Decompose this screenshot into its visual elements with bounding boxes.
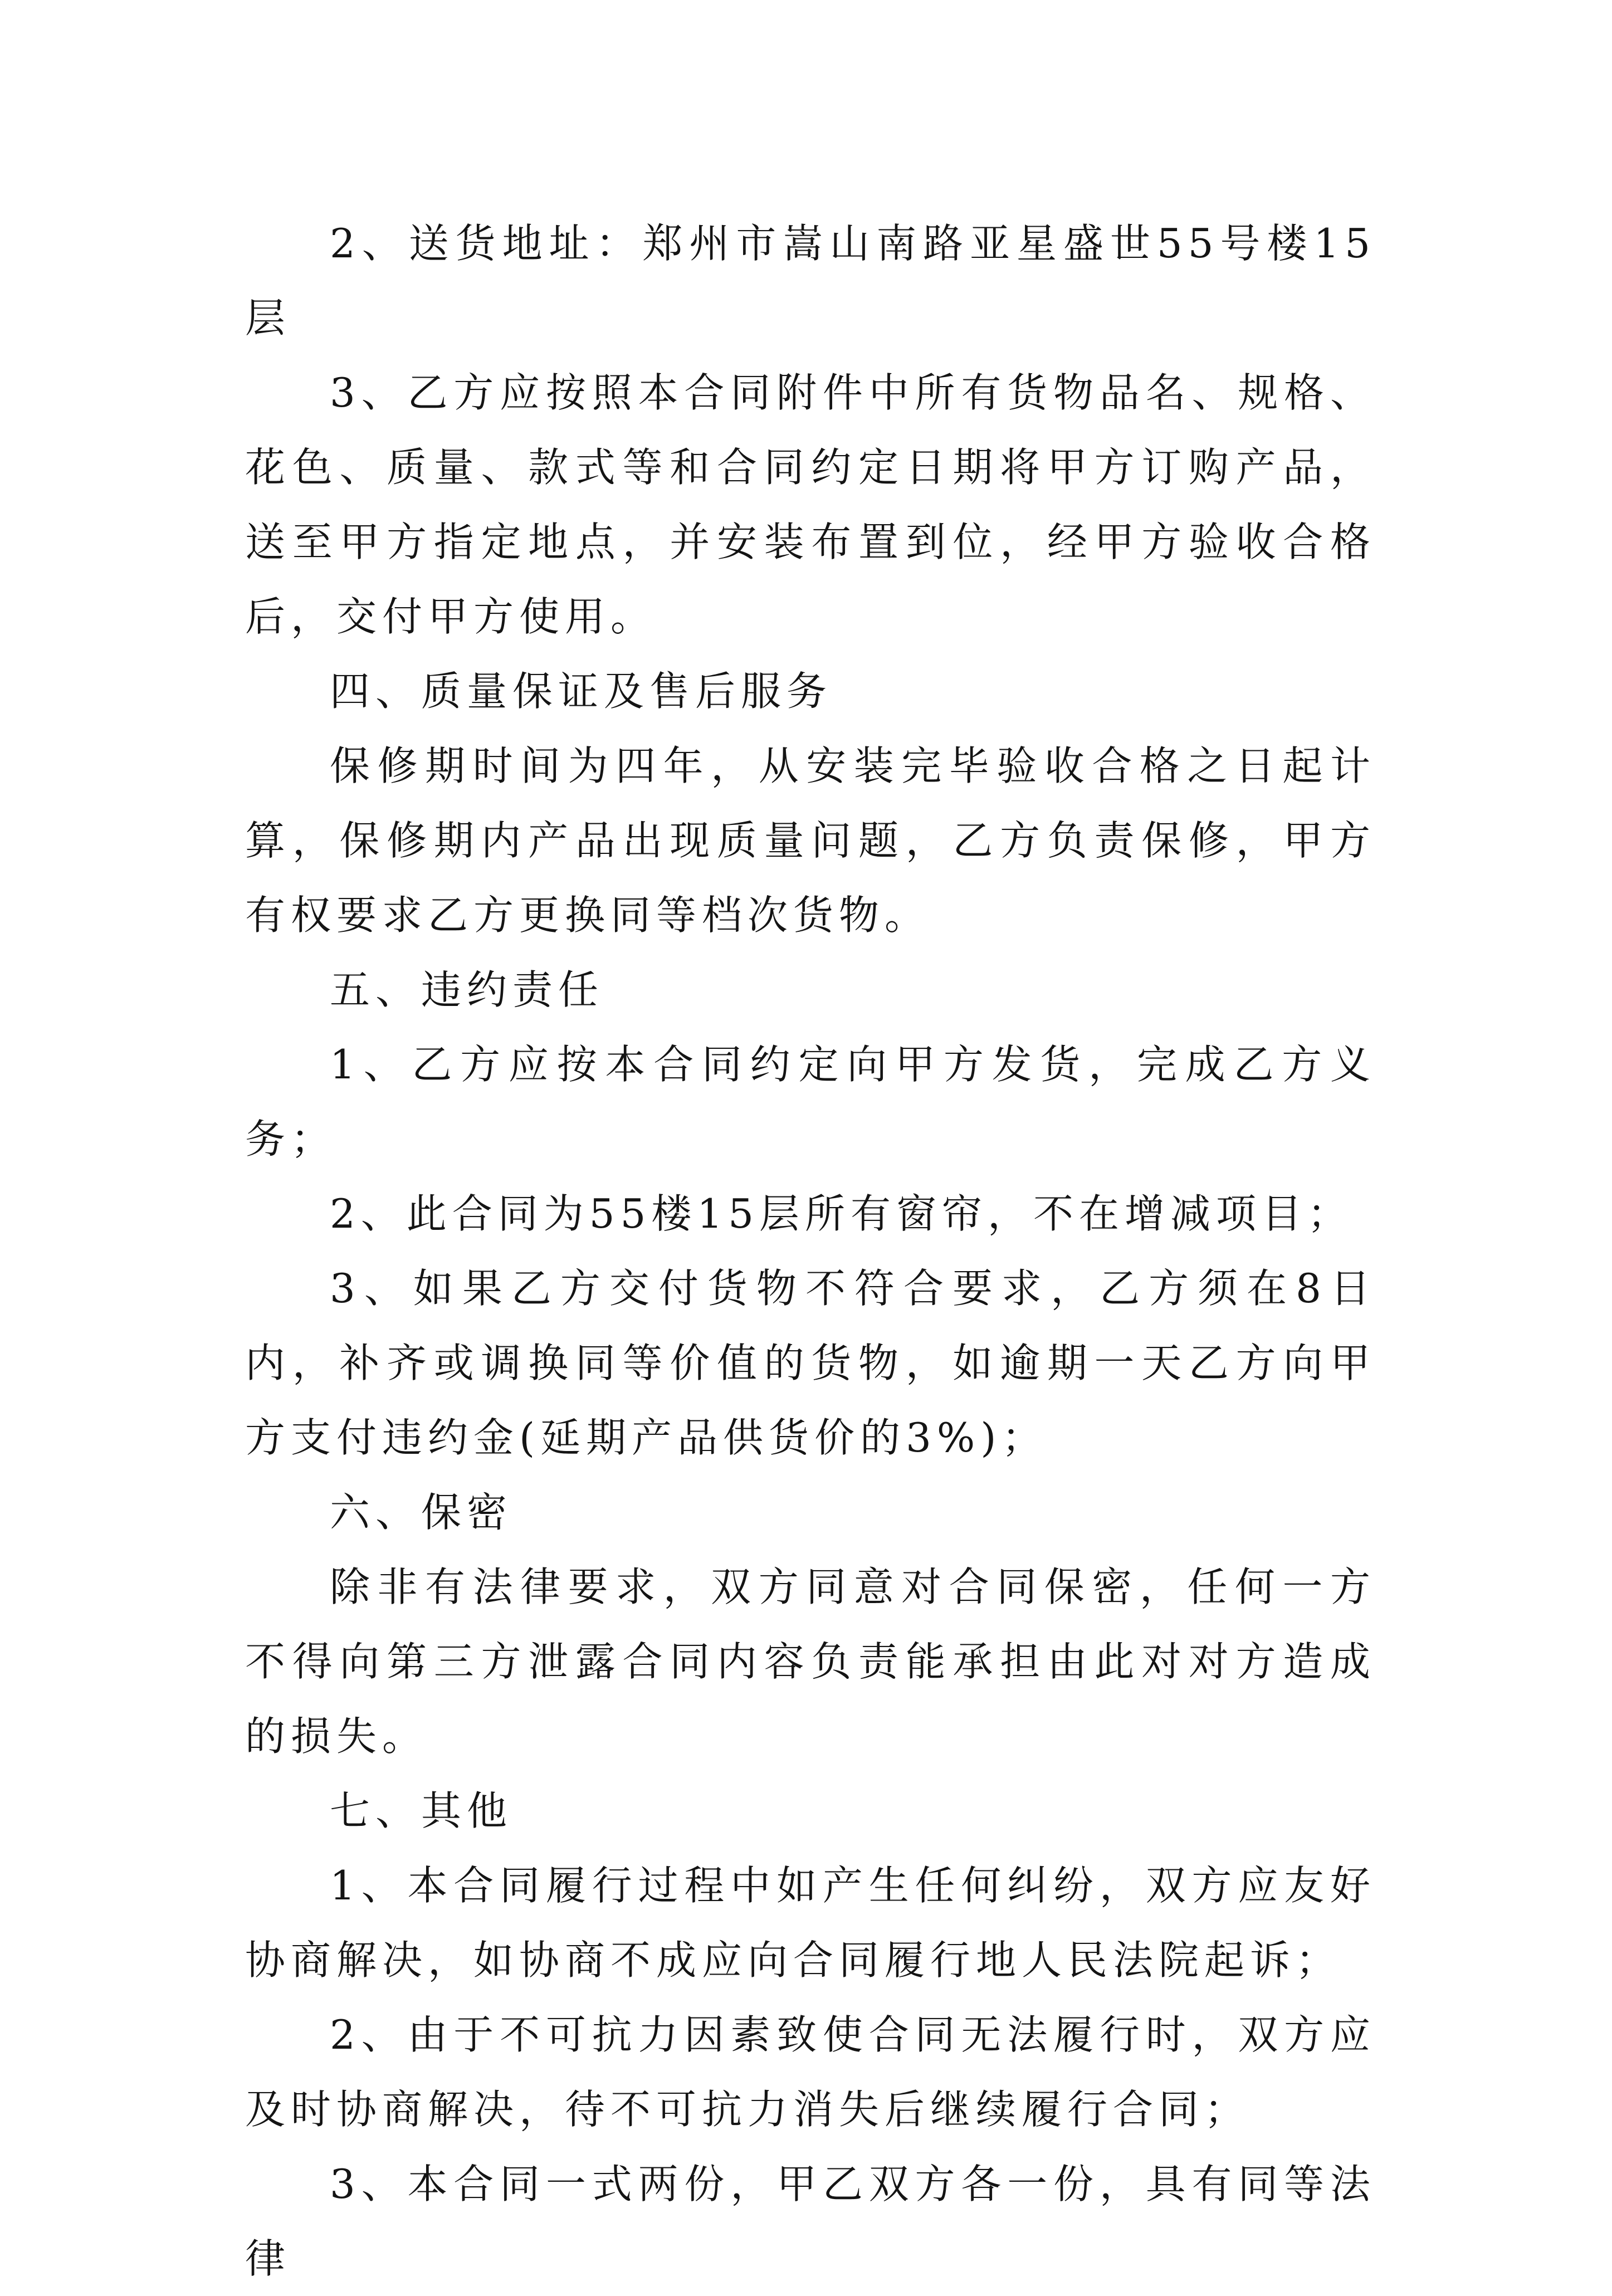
paragraph-liability-2: 2、此合同为55楼15层所有窗帘，不在增减项目； (330, 1190, 1354, 1237)
paragraph-other-1: 1、本合同履行过程中如产生任何纠纷，双方应友好协商解决，如协商不成应向合同履行地人民法院起诉； (245, 1862, 1376, 1984)
paragraph-other-2: 2、由于不可抗力因素致使合同无法履行时，双方应及时协商解决，待不可抗力消失后继续履行合同； (245, 2011, 1376, 2133)
paragraph-other-3: 3、本合同一式两份，甲乙双方各一份，具有同等法律 (245, 2161, 1376, 2282)
paragraph-liability-3: 3、如果乙方交付货物不符合要求，乙方须在8日内，补齐或调换同等价值的货物，如逾期一天乙方向甲方支付违约金(延期产品供货价的3%)； (245, 1265, 1376, 1461)
document-body (245, 206, 1376, 2296)
paragraph-delivery-address: 2、送货地址：郑州市嵩山南路亚星盛世55号楼15层 (245, 220, 1376, 341)
paragraph-confidentiality: 除非有法律要求，双方同意对合同保密，任何一方不得向第三方泄露合同内容负责能承担由此对对方造成的损失。 (245, 1564, 1376, 1760)
paragraph-liability-1: 1、乙方应按本合同约定向甲方发货，完成乙方义务； (245, 1041, 1376, 1162)
paragraph-delivery-terms: 3、乙方应按照本合同附件中所有货物品名、规格、花色、质量、款式等和合同约定日期将甲方订购产品，送至甲方指定地点，并安装布置到位，经甲方验收合格后，交付甲方使用。 (245, 369, 1376, 640)
section-heading-quality: 四、质量保证及售后服务 (330, 668, 833, 715)
section-heading-liability: 五、违约责任 (330, 966, 604, 1013)
section-heading-confidentiality: 六、保密 (330, 1489, 513, 1536)
section-heading-other: 七、其他 (330, 1787, 513, 1834)
paragraph-warranty: 保修期时间为四年，从安装完毕验收合格之日起计算，保修期内产品出现质量问题，乙方负责保修，甲方有权要求乙方更换同等档次货物。 (245, 742, 1376, 939)
